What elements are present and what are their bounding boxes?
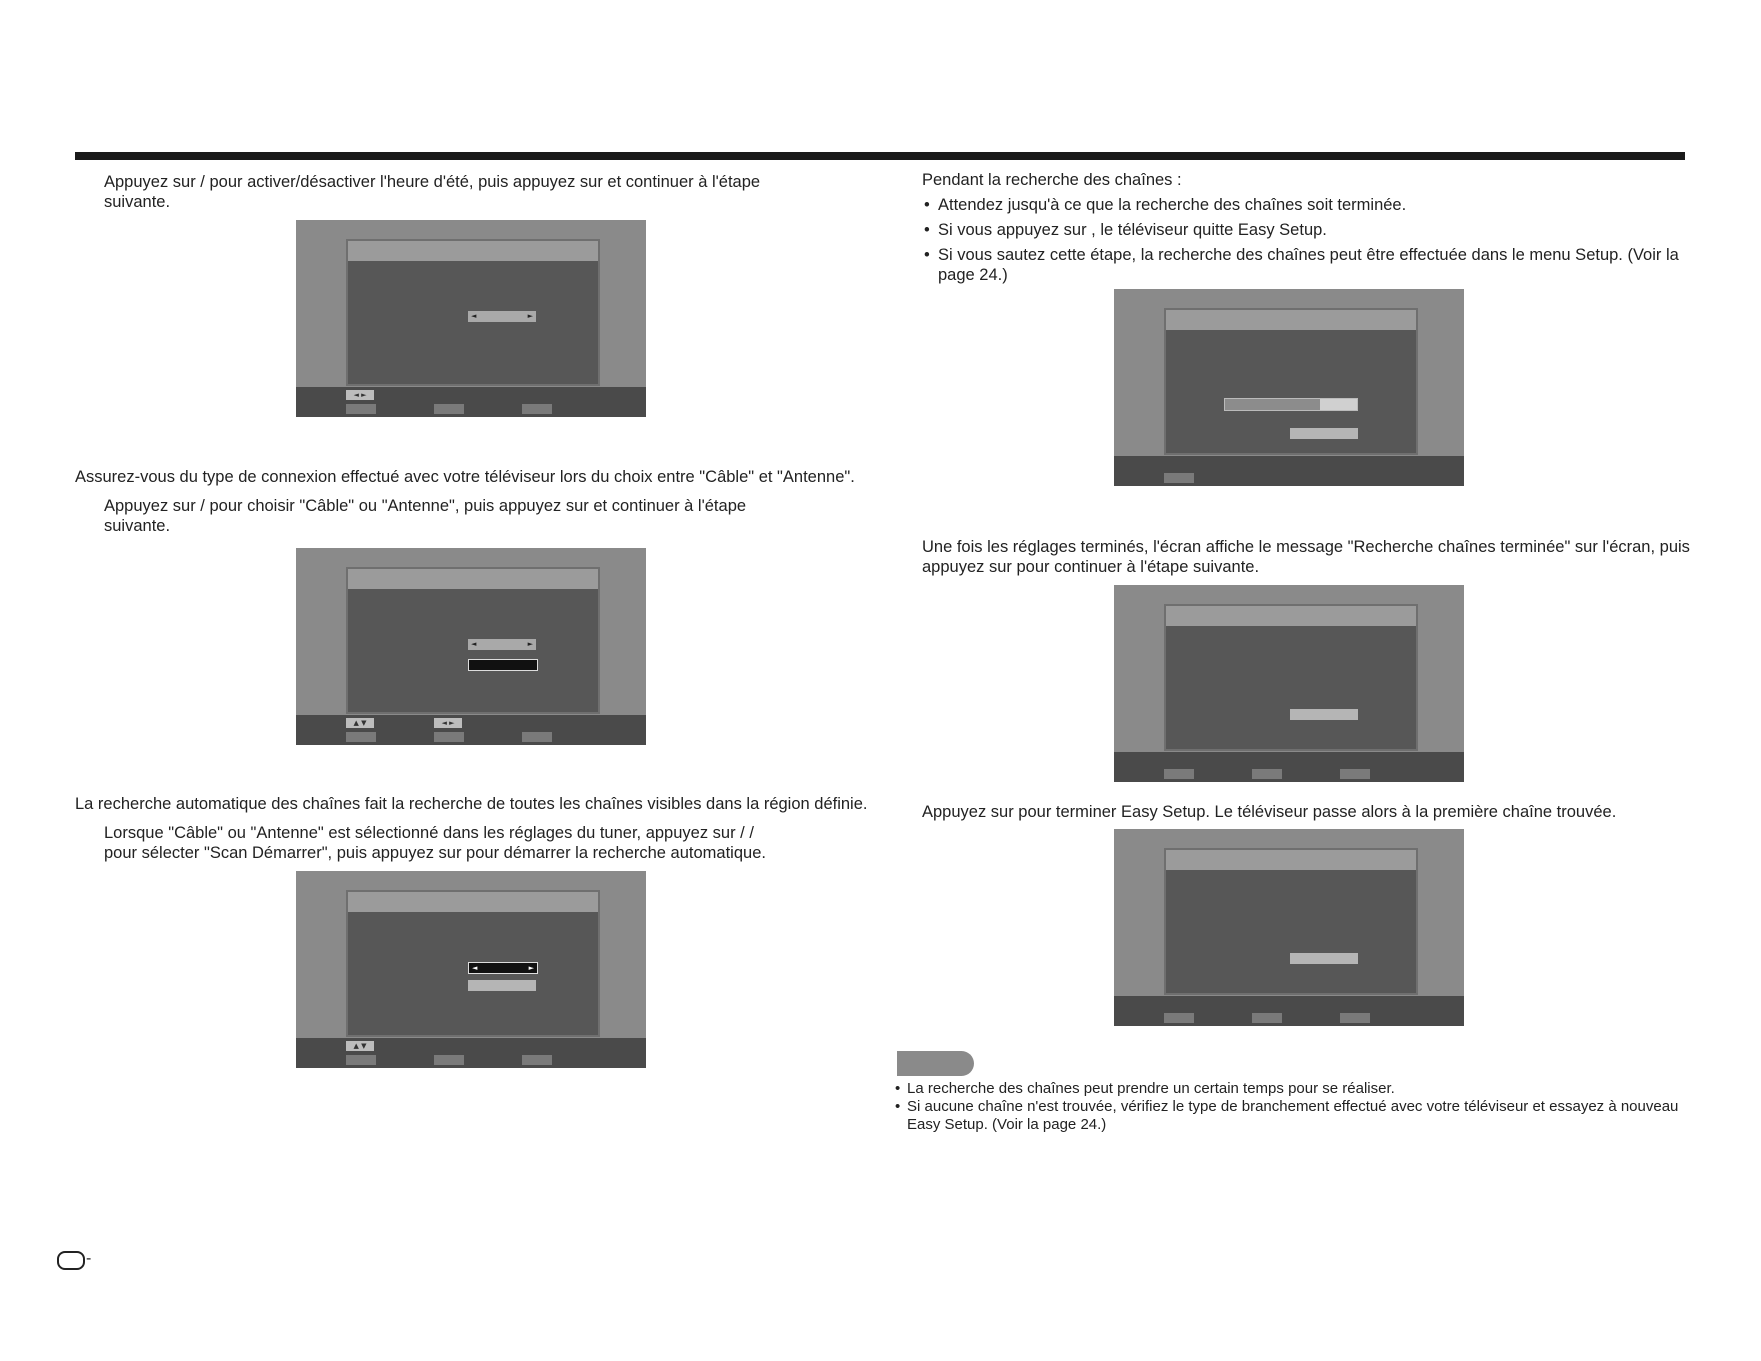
footer-key <box>434 1055 464 1065</box>
screen-title-bar <box>348 892 598 912</box>
footer-key <box>346 1055 376 1065</box>
screen-window <box>346 567 600 714</box>
step-autoscan-line1: Lorsque "Câble" ou "Antenne" est sélectionné dans les réglages du tuner, appuyez sur / / <box>104 824 754 842</box>
footer-key <box>1164 1013 1194 1023</box>
screen-window <box>1164 604 1418 751</box>
tuner-selector-highlight <box>468 962 538 974</box>
left-right-arrows-icon: ◄ ► <box>346 390 374 400</box>
screen-finish <box>1114 829 1464 1026</box>
scanning-intro: Pendant la recherche des chaînes : <box>922 171 1182 189</box>
footer-key <box>1252 1013 1282 1023</box>
footer-key <box>1164 769 1194 779</box>
note-time: • La recherche des chaînes peut prendre un certain temps pour se réaliser. <box>893 1080 1678 1098</box>
screen-footer <box>296 1038 646 1068</box>
screen-tuner <box>296 548 646 745</box>
left-right-arrows-icon: ◄ ► <box>434 718 462 728</box>
footer-key <box>522 732 552 742</box>
footer-key <box>1340 1013 1370 1023</box>
header-rule <box>75 152 1685 160</box>
note-badge <box>897 1051 974 1076</box>
screen-footer <box>1114 456 1464 486</box>
tuner-intro: Assurez-vous du type de connexion effectué avec votre téléviseur lors du choix entre "Câble" et "Antenne". <box>75 468 855 486</box>
note-nochannel-line2: Easy Setup. (Voir la page 24.) <box>907 1116 1107 1133</box>
screen-done <box>1114 585 1464 782</box>
screen-footer <box>296 387 646 417</box>
screen-footer <box>296 715 646 745</box>
arrow-right-icon: ► <box>527 640 533 648</box>
done-line2: appuyez sur pour continuer à l'étape suivante. <box>922 558 1260 576</box>
note-nochannel-line1: • Si aucune chaîne n'est trouvée, vérifiez le type de branchement effectué avec votre téléviseur et essayez à nouveau <box>893 1098 1678 1116</box>
arrow-left-icon: ◄ <box>471 312 477 320</box>
screen-scanning <box>1114 289 1464 486</box>
scan-progress-bar <box>1224 398 1358 411</box>
screen-window <box>346 239 600 386</box>
cancel-option <box>1290 428 1358 439</box>
step-dst-line2: suivante. <box>104 193 171 211</box>
bullet-wait: • Attendez jusqu'à ce que la recherche des chaînes soit terminée. <box>922 195 1679 215</box>
next-option <box>1290 709 1358 720</box>
page-number-dash: - <box>86 1250 92 1267</box>
arrow-right-icon: ► <box>527 312 533 320</box>
finish-line: Appuyez sur pour terminer Easy Setup. Le téléviseur passe alors à la première chaîne trouvée. <box>922 803 1617 821</box>
scan-progress-fill <box>1225 399 1320 410</box>
screen-title-bar <box>1166 310 1416 330</box>
footer-key <box>1252 769 1282 779</box>
footer-key <box>434 404 464 414</box>
footer-key <box>1340 769 1370 779</box>
finish-option <box>1290 953 1358 964</box>
screen-dst <box>296 220 646 417</box>
footer-key <box>522 404 552 414</box>
language-tab-icon <box>57 1251 85 1270</box>
step-autoscan-line2: pour sélecter "Scan Démarrer", puis appuyez sur pour démarrer la recherche automatique. <box>104 844 766 862</box>
screen-window <box>1164 308 1418 455</box>
screen-title-bar <box>348 569 598 589</box>
done-line1: Une fois les réglages terminés, l'écran affiche le message "Recherche chaînes terminée" sur l'écran, puis <box>922 538 1690 556</box>
footer-key <box>346 732 376 742</box>
footer-key <box>522 1055 552 1065</box>
screen-window <box>346 890 600 1037</box>
arrow-left-icon: ◄ <box>472 964 478 972</box>
scanning-bullets <box>922 195 1679 285</box>
dst-selector <box>468 311 536 322</box>
screen-footer <box>1114 752 1464 782</box>
up-down-arrows-icon: ▲ ▼ <box>346 718 374 728</box>
bullet-skip-line1: • Si vous sautez cette étape, la recherche des chaînes peut être effectuée dans le menu Setup. (Voir la <box>922 245 1679 265</box>
up-down-arrows-icon: ▲ ▼ <box>346 1041 374 1051</box>
scan-start-option <box>468 659 538 671</box>
screen-title-bar <box>348 241 598 261</box>
footer-key <box>1164 473 1194 483</box>
autoscan-intro: La recherche automatique des chaînes fait la recherche de toutes les chaînes visibles dans la région définie. <box>75 795 868 813</box>
bullet-exit: • Si vous appuyez sur , le téléviseur quitte Easy Setup. <box>922 220 1679 240</box>
arrow-right-icon: ► <box>528 964 534 972</box>
footer-key <box>346 404 376 414</box>
screen-autoscan <box>296 871 646 1068</box>
screen-window <box>1164 848 1418 995</box>
step-tuner-line2: suivante. <box>104 517 171 535</box>
step-dst-line1: Appuyez sur / pour activer/désactiver l'heure d'été, puis appuyez sur et continuer à l'étape <box>104 173 761 191</box>
scan-start-option <box>468 980 536 991</box>
tuner-selector <box>468 639 536 650</box>
bullet-skip-line2: page 24.) <box>938 266 1008 284</box>
screen-title-bar <box>1166 606 1416 626</box>
screen-title-bar <box>1166 850 1416 870</box>
footer-key <box>434 732 464 742</box>
screen-footer <box>1114 996 1464 1026</box>
step-tuner-line1: Appuyez sur / pour choisir "Câble" ou "Antenne", puis appuyez sur et continuer à l'étape <box>104 497 747 515</box>
arrow-left-icon: ◄ <box>471 640 477 648</box>
notes-list <box>893 1080 1678 1134</box>
